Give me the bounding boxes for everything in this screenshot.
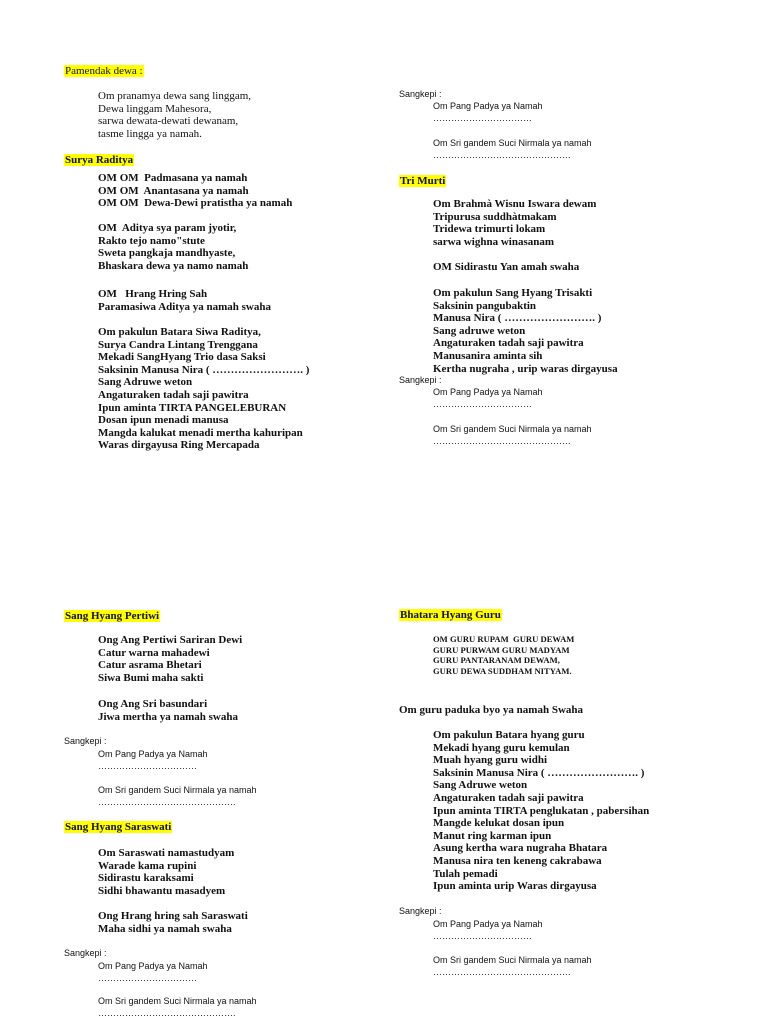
surya-block-1: OM OM Padmasana ya namah OM OM Anantasana ya namah OM OM Dewa-Dewi pratistha ya namah [98, 172, 293, 210]
saraswati-dots-1: …………………………… [98, 973, 197, 983]
trimurti-pang: Om Pang Padya ya Namah [433, 387, 543, 397]
surya-raditya-title: Surya Raditya [65, 154, 134, 166]
saraswati-sangkepi: Sangkepi : [64, 948, 107, 958]
surya-block-4: Om pakulun Batara Siwa Raditya, Surya Candra Lintang Trenggana Mekadi SangHyang Trio dasa Saksi Saksinin Manusa Nira ( ……………………. ) Sang Adruwe weton Angaturaken tadah saji pawitra Ipun aminta TIRTA PANGELEBURAN Dosan ipun menadi manusa Mangda kalukat menadi mertha kahuripan Waras dirgayusa Ring Mercapada [98, 326, 310, 452]
trimurti-sangkepi: Sangkepi : [399, 375, 442, 385]
surya-block-3: OM Hrang Hring Sah Paramasiwa Aditya ya namah swaha [98, 288, 271, 313]
pamendak-title: Pamendak dewa : [65, 65, 143, 77]
guru-sangkepi: Sangkepi : [399, 906, 442, 916]
guru-pang: Om Pang Padya ya Namah [433, 919, 543, 929]
guru-gandem: Om Sri gandem Suci Nirmala ya namah [433, 955, 592, 965]
trimurti-dots-2: ………………………………………. [433, 436, 571, 446]
trimurti-block-2: OM Sidirastu Yan amah swaha [433, 261, 580, 273]
pertiwi-dots-1: …………………………… [98, 761, 197, 771]
trimurti-gandem: Om Sri gandem Suci Nirmala ya namah [433, 424, 592, 434]
pertiwi-pang: Om Pang Padya ya Namah [98, 749, 208, 759]
saraswati-dots-2: ………………………………………. [98, 1008, 236, 1018]
guru-block-3: Om pakulun Batara hyang guru Mekadi hyang guru kemulan Muah hyang guru widhi Saksinin Manusa Nira ( ……………………. ) Sang Adruwe weton Angaturaken tadah saji pawitra Ipun aminta TIRTA penglukatan , pabersihan Mangde kelukat dosan ipun Manut ring karman ipun Asung kertha wara nugraha Bhatara Manusa nira ten keneng cakrabawa Tulah pemadi Ipun aminta urip Waras dirgayusa [433, 729, 650, 893]
saraswati-gandem: Om Sri gandem Suci Nirmala ya namah [98, 996, 257, 1006]
pertiwi-title: Sang Hyang Pertiwi [65, 610, 160, 622]
saraswati-pang: Om Pang Padya ya Namah [98, 961, 208, 971]
guru-block-1: OM GURU RUPAM GURU DEWAM GURU PURWAM GURU MADYAM GURU PANTARANAM DEWAM, GURU DEWA SUDDHAM NITYAM. [433, 634, 575, 676]
trimurti-title: Tri Murti [400, 175, 446, 187]
top-gandem: Om Sri gandem Suci Nirmala ya namah [433, 138, 592, 148]
pertiwi-block-2: Ong Ang Sri basundari Jiwa mertha ya namah swaha [98, 698, 238, 723]
pertiwi-gandem: Om Sri gandem Suci Nirmala ya namah [98, 785, 257, 795]
trimurti-block-1: Om Brahmà Wisnu Iswara dewam Tripurusa suddhàtmakam Tridewa trimurti lokam sarwa wighna winasanam [433, 198, 597, 248]
pertiwi-dots-2: ………………………………………. [98, 797, 236, 807]
saraswati-block-2: Ong Hrang hring sah Saraswati Maha sidhi ya namah swaha [98, 910, 248, 935]
top-pang: Om Pang Padya ya Namah [433, 101, 543, 111]
pertiwi-sangkepi: Sangkepi : [64, 736, 107, 746]
trimurti-block-3: Om pakulun Sang Hyang Trisakti Saksinin pangubaktin Manusa Nira ( ……………………. ) Sang adruwe weton Angaturaken tadah saji pawitra Manusanira aminta sih Kertha nugraha , urip waras dirgayusa [433, 287, 618, 375]
guru-block-2: Om guru paduka byo ya namah Swaha [399, 704, 584, 716]
top-dots-2: ………………………………………. [433, 150, 571, 160]
pamendak-mantra: Om pranamya dewa sang linggam, Dewa linggam Mahesora, sarwa dewata-dewati dewanam, tasme lingga ya namah. [98, 90, 252, 140]
pertiwi-block-1: Ong Ang Pertiwi Sariran Dewi Catur warna mahadewi Catur asrama Bhetari Siwa Bumi maha sakti [98, 634, 243, 684]
saraswati-title: Sang Hyang Saraswati [65, 821, 172, 833]
guru-dots-1: …………………………… [433, 931, 532, 941]
top-dots-1: …………………………… [433, 113, 532, 123]
saraswati-block-1: Om Saraswati namastudyam Warade kama rupini Sidirastu karaksami Sidhi bhawantu masadyem [98, 847, 235, 897]
guru-dots-2: ………………………………………. [433, 967, 571, 977]
surya-block-2: OM Aditya sya param jyotir, Rakto tejo namo"stute Sweta pangkaja mandhyaste, Bhaskara dewa ya namo namah [98, 222, 249, 272]
trimurti-dots-1: …………………………… [433, 399, 532, 409]
guru-title: Bhatara Hyang Guru [400, 609, 501, 621]
top-sangkepi: Sangkepi : [399, 89, 442, 99]
